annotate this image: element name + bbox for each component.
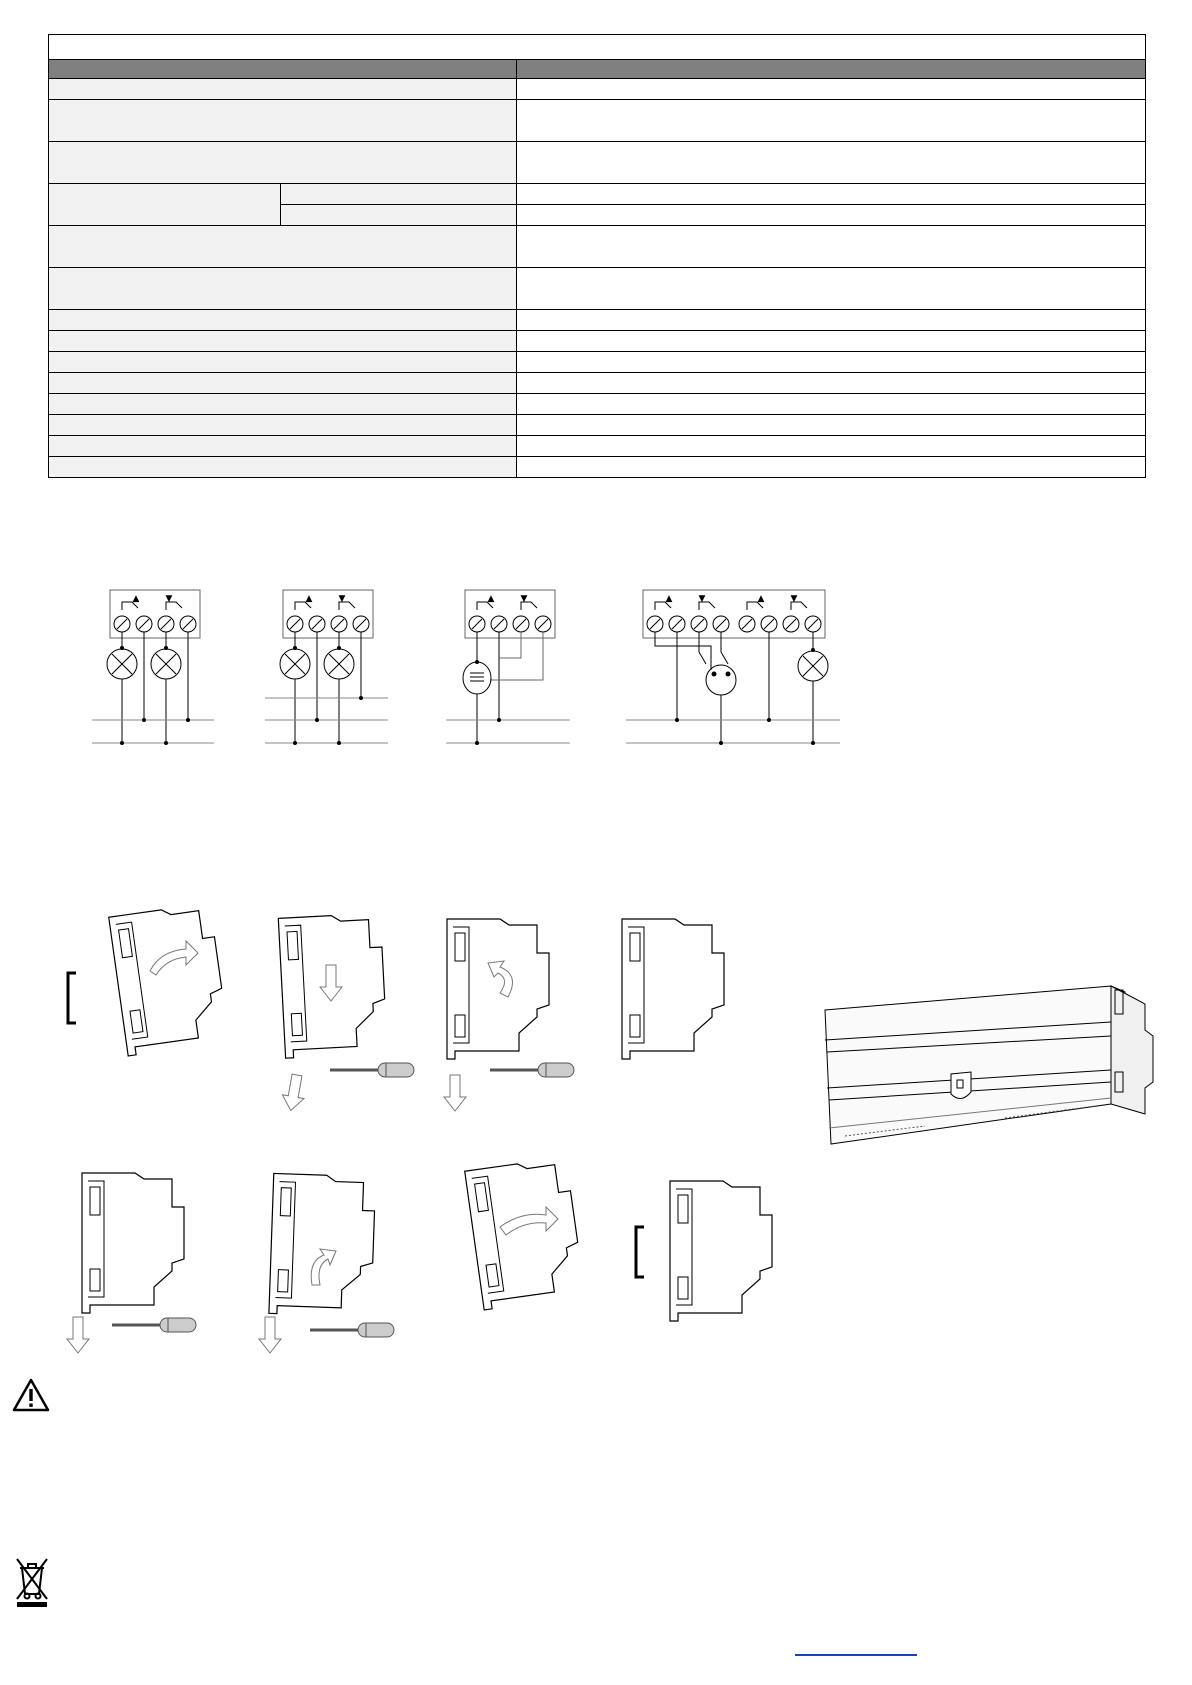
- wiring-diagram-4: [626, 590, 840, 743]
- wiring-diagrams: [0, 580, 860, 760]
- table-row: [49, 394, 1146, 415]
- row-label: [49, 226, 517, 268]
- row-value: [517, 457, 1146, 478]
- device-perspective-view: [815, 978, 1155, 1158]
- row-value: [517, 352, 1146, 373]
- table-row: [49, 268, 1146, 310]
- down-arrow-icon: ▼: [698, 594, 706, 604]
- install-step-7: [465, 1157, 585, 1310]
- row-value: [517, 436, 1146, 457]
- down-arrow-icon: ▼: [790, 594, 798, 604]
- row-label: [49, 436, 517, 457]
- table-row: [49, 142, 1146, 184]
- table-row: [49, 457, 1146, 478]
- table-row: [49, 415, 1146, 436]
- up-arrow-icon: ▲: [487, 594, 495, 604]
- install-step-6: [259, 1173, 394, 1353]
- wiring-diagram-3: [446, 590, 570, 743]
- down-arrow-icon: ▼: [338, 594, 346, 604]
- row-value: [517, 100, 1146, 142]
- row-label: [49, 100, 517, 142]
- row-value: [517, 184, 1146, 205]
- warning-triangle-icon: [12, 1378, 50, 1412]
- row-sublabel: [281, 205, 517, 226]
- row-value: [517, 79, 1146, 100]
- table-row: [49, 184, 1146, 205]
- row-label: [49, 310, 517, 331]
- row-label: [49, 457, 517, 478]
- table-row: [49, 100, 1146, 142]
- table-row: [49, 373, 1146, 394]
- row-label: [49, 184, 281, 226]
- crossed-out-bin-icon: [14, 1556, 50, 1608]
- row-label: [49, 352, 517, 373]
- table-row: [49, 352, 1146, 373]
- install-step-8: [636, 1181, 772, 1321]
- row-sublabel: [281, 184, 517, 205]
- row-label: [49, 331, 517, 352]
- row-value: [517, 205, 1146, 226]
- wiring-diagram-2: [265, 590, 388, 743]
- row-value: [517, 415, 1146, 436]
- row-value: [517, 394, 1146, 415]
- spec-table-header-left: [49, 60, 517, 79]
- table-row: [49, 331, 1146, 352]
- table-row: [49, 310, 1146, 331]
- table-row: [49, 436, 1146, 457]
- row-label: [49, 394, 517, 415]
- row-label: [49, 79, 517, 100]
- row-label: [49, 415, 517, 436]
- install-step-3: [444, 919, 574, 1111]
- row-label: [49, 142, 517, 184]
- up-arrow-icon: ▲: [757, 594, 765, 604]
- install-step-5: [67, 1173, 196, 1353]
- installation-steps: [0, 905, 800, 1375]
- down-arrow-icon: ▼: [165, 594, 173, 604]
- down-arrow-icon: ▼: [520, 594, 528, 604]
- table-row: [49, 226, 1146, 268]
- row-value: [517, 373, 1146, 394]
- up-arrow-icon: ▲: [132, 594, 140, 604]
- row-value: [517, 331, 1146, 352]
- install-step-4: [622, 919, 724, 1059]
- row-label: [49, 373, 517, 394]
- row-value: [517, 142, 1146, 184]
- link-underline[interactable]: [795, 1654, 917, 1656]
- spec-table-title-row: [49, 35, 1146, 60]
- install-step-2: [278, 913, 414, 1112]
- row-value: [517, 268, 1146, 310]
- row-label: [49, 268, 517, 310]
- up-arrow-icon: ▲: [305, 594, 313, 604]
- spec-table-header-right: [517, 60, 1146, 79]
- row-value: [517, 310, 1146, 331]
- spec-table-header-row: [49, 60, 1146, 79]
- spec-table: [48, 34, 1146, 478]
- table-row: [49, 79, 1146, 100]
- install-step-1: [68, 905, 229, 1056]
- up-arrow-icon: ▲: [665, 594, 673, 604]
- wiring-diagram-1: [92, 590, 214, 743]
- spec-table-title: [49, 35, 1146, 60]
- row-value: [517, 226, 1146, 268]
